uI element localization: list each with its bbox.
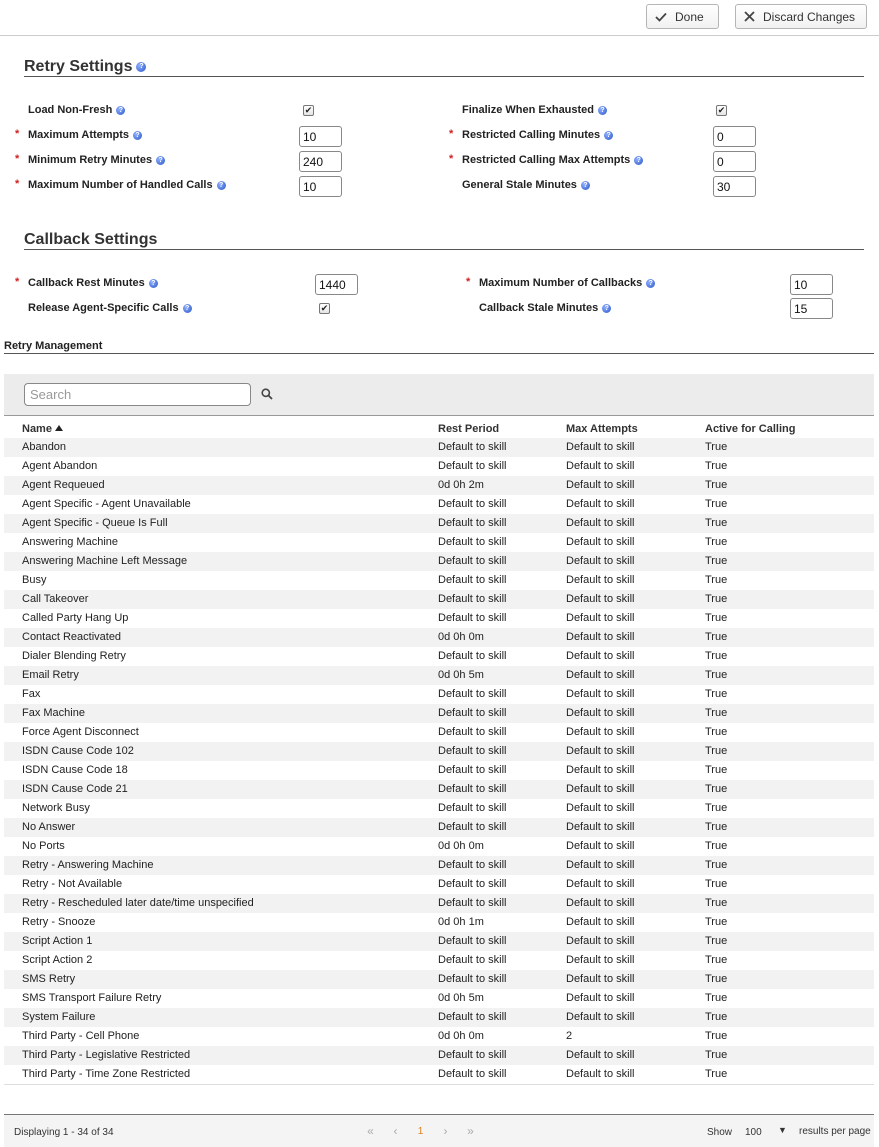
next-page-icon[interactable]: › [443,1124,448,1138]
table-row[interactable] [4,1008,874,1027]
callback-stale-minutes-input[interactable] [790,298,833,319]
section-divider [24,76,864,77]
cell-rest-period: Default to skill [438,707,507,719]
chevron-down-icon[interactable]: ▼ [778,1125,787,1135]
cell-name: Agent Requeued [22,479,105,491]
cell-rest-period: Default to skill [438,517,507,529]
cell-rest-period: Default to skill [438,859,507,871]
cell-name: SMS Retry [22,973,76,985]
table-row[interactable] [4,932,874,951]
maximum-handled-calls-input[interactable] [299,176,342,197]
cell-name: ISDN Cause Code 18 [22,764,128,776]
table-row[interactable] [4,533,874,552]
cell-active-for-calling: True [705,517,728,529]
label-text: Callback Rest Minutes [28,277,145,289]
label-text: Callback Stale Minutes [479,302,599,314]
cell-active-for-calling: True [705,726,728,738]
minimum-retry-minutes-input[interactable] [299,151,342,172]
cell-max-attempts: Default to skill [566,1068,635,1080]
cell-name: Contact Reactivated [22,631,122,643]
cell-name: Answering Machine Left Message [22,555,188,567]
cell-rest-period: Default to skill [438,973,507,985]
show-label: Show [707,1127,733,1138]
callback-rest-minutes-input[interactable] [315,274,358,295]
help-icon[interactable]: ? [136,62,146,72]
cell-rest-period: Default to skill [438,897,507,909]
help-icon[interactable]: ? [604,131,613,140]
cell-name: No Answer [22,821,76,833]
cell-rest-period: 0d 0h 1m [438,916,484,928]
cell-active-for-calling: True [705,802,728,814]
table-row[interactable] [4,609,874,628]
help-icon[interactable]: ? [634,156,643,165]
help-icon[interactable]: ? [646,279,655,288]
cell-rest-period: Default to skill [438,498,507,510]
done-label: Done [675,9,704,24]
cell-active-for-calling: True [705,612,728,624]
restricted-calling-max-attempts-input[interactable] [713,151,756,172]
cell-name: Third Party - Legislative Restricted [22,1049,191,1061]
help-icon[interactable]: ? [581,181,590,190]
cell-active-for-calling: True [705,593,728,605]
required-marker: * [15,276,20,288]
cell-rest-period: Default to skill [438,593,507,605]
cell-max-attempts: Default to skill [566,536,635,548]
table-end-divider [4,1084,874,1085]
cell-name: Third Party - Cell Phone [22,1030,140,1042]
last-page-icon[interactable]: » [467,1124,474,1138]
cell-active-for-calling: True [705,878,728,890]
cell-max-attempts: Default to skill [566,992,635,1004]
cell-name: Third Party - Time Zone Restricted [22,1068,191,1080]
table-body [4,438,874,1084]
first-page-icon[interactable]: « [367,1124,374,1138]
cell-max-attempts: Default to skill [566,669,635,681]
general-stale-minutes-input[interactable] [713,176,756,197]
cell-name: Dialer Blending Retry [22,650,126,662]
label-text: Finalize When Exhausted [462,104,595,116]
help-icon[interactable]: ? [156,156,165,165]
column-header-max-attempts[interactable]: Max Attempts [566,423,638,435]
table-row[interactable] [4,495,874,514]
required-marker: * [15,153,20,165]
cell-name: SMS Transport Failure Retry [22,992,162,1004]
cell-max-attempts: Default to skill [566,574,635,586]
cell-rest-period: 0d 0h 0m [438,840,484,852]
release-agent-specific-checkbox[interactable]: ✔ [320,303,329,313]
maximum-attempts-input[interactable] [299,126,342,147]
check-icon [655,12,667,22]
finalize-when-exhausted-label [462,104,607,116]
release-agent-specific-label [28,302,192,314]
minimum-retry-minutes-label [28,154,165,166]
cell-rest-period: Default to skill [438,1011,507,1023]
cell-max-attempts: 2 [566,1030,573,1042]
maximum-callbacks-label [479,277,655,289]
table-row[interactable] [4,476,874,495]
table-row[interactable] [4,837,874,856]
table-row[interactable] [4,723,874,742]
required-marker: * [15,128,20,140]
cell-active-for-calling: True [705,916,728,928]
table-row[interactable] [4,1065,874,1084]
label-text: Minimum Retry Minutes [28,154,153,166]
maximum-attempts-label [28,129,142,141]
cell-active-for-calling: True [705,897,728,909]
cell-rest-period: Default to skill [438,1049,507,1061]
cell-max-attempts: Default to skill [566,612,635,624]
cell-name: Fax [22,688,41,700]
restricted-calling-minutes-label [462,129,613,141]
cell-max-attempts: Default to skill [566,859,635,871]
cell-name: Script Action 2 [22,954,93,966]
cell-rest-period: Default to skill [438,802,507,814]
table-row[interactable] [4,571,874,590]
table-row[interactable] [4,894,874,913]
cell-rest-period: Default to skill [438,688,507,700]
cell-name: ISDN Cause Code 21 [22,783,128,795]
callback-rest-minutes-label [28,277,158,289]
cell-active-for-calling: True [705,574,728,586]
maximum-callbacks-input[interactable] [790,274,833,295]
retry-management-title: Retry Management [4,340,103,352]
cell-max-attempts: Default to skill [566,593,635,605]
cell-name: Agent Specific - Agent Unavailable [22,498,191,510]
cell-max-attempts: Default to skill [566,650,635,662]
required-marker: * [449,153,454,165]
cell-max-attempts: Default to skill [566,688,635,700]
cell-active-for-calling: True [705,859,728,871]
cell-name: Call Takeover [22,593,89,605]
cell-name: Script Action 1 [22,935,93,947]
cell-active-for-calling: True [705,498,728,510]
table-row[interactable] [4,780,874,799]
cell-rest-period: Default to skill [438,954,507,966]
cell-max-attempts: Default to skill [566,973,635,985]
cell-max-attempts: Default to skill [566,878,635,890]
cell-max-attempts: Default to skill [566,479,635,491]
label-text: Restricted Calling Minutes [462,129,601,141]
cell-active-for-calling: True [705,441,728,453]
current-page[interactable]: 1 [417,1126,424,1137]
cell-name: Retry - Not Available [22,878,123,890]
table-row[interactable] [4,818,874,837]
cell-name: Fax Machine [22,707,85,719]
cell-name: Agent Specific - Queue Is Full [22,517,168,529]
cell-active-for-calling: True [705,688,728,700]
cell-active-for-calling: True [705,631,728,643]
table-row[interactable] [4,856,874,875]
cell-rest-period: Default to skill [438,460,507,472]
cell-max-attempts: Default to skill [566,802,635,814]
label-text: Maximum Attempts [28,129,130,141]
cell-name: Retry - Rescheduled later date/time unspecified [22,897,254,909]
cell-max-attempts: Default to skill [566,631,635,643]
table-row[interactable] [4,685,874,704]
pagination [358,1124,483,1140]
table-row[interactable] [4,1027,874,1046]
table-row[interactable] [4,704,874,723]
maximum-handled-calls-label [28,179,226,191]
cell-max-attempts: Default to skill [566,555,635,567]
load-non-fresh-checkbox[interactable]: ✔ [304,105,313,115]
restricted-calling-max-attempts-label [462,154,643,166]
table-row[interactable] [4,590,874,609]
cell-active-for-calling: True [705,1011,728,1023]
done-button[interactable] [646,4,719,29]
label-text: Maximum Number of Handled Calls [28,179,213,191]
cell-rest-period: Default to skill [438,726,507,738]
cell-active-for-calling: True [705,973,728,985]
cell-active-for-calling: True [705,707,728,719]
cell-active-for-calling: True [705,992,728,1004]
cell-active-for-calling: True [705,669,728,681]
table-row[interactable] [4,951,874,970]
cell-rest-period: Default to skill [438,650,507,662]
cell-rest-period: Default to skill [438,536,507,548]
cell-name: System Failure [22,1011,96,1023]
help-icon[interactable]: ? [217,181,226,190]
cell-max-attempts: Default to skill [566,517,635,529]
cell-max-attempts: Default to skill [566,783,635,795]
top-toolbar [0,0,879,36]
cell-active-for-calling: True [705,536,728,548]
cell-rest-period: Default to skill [438,764,507,776]
retry-table [4,420,874,1085]
cell-active-for-calling: True [705,479,728,491]
help-icon[interactable]: ? [598,106,607,115]
cell-active-for-calling: True [705,783,728,795]
retry-settings-title [24,58,146,76]
table-row[interactable] [4,666,874,685]
cell-max-attempts: Default to skill [566,498,635,510]
section-divider [24,249,864,250]
cell-max-attempts: Default to skill [566,460,635,472]
cell-max-attempts: Default to skill [566,707,635,719]
cell-name: Retry - Answering Machine [22,859,154,871]
table-row[interactable] [4,970,874,989]
cell-name: Network Busy [22,802,90,814]
cell-name: No Ports [22,840,65,852]
column-header-rest-period[interactable]: Rest Period [438,423,500,435]
search-input[interactable] [24,383,251,406]
cell-active-for-calling: True [705,555,728,567]
help-icon[interactable]: ? [602,304,611,313]
cell-max-attempts: Default to skill [566,1049,635,1061]
label-text: Release Agent-Specific Calls [28,302,179,314]
cell-name: Retry - Snooze [22,916,96,928]
table-footer [4,1114,874,1147]
cell-max-attempts: Default to skill [566,935,635,947]
general-stale-minutes-label [462,179,590,191]
cell-max-attempts: Default to skill [566,840,635,852]
cell-name: Force Agent Disconnect [22,726,139,738]
restricted-calling-minutes-input[interactable] [713,126,756,147]
cell-active-for-calling: True [705,954,728,966]
help-icon[interactable]: ? [149,279,158,288]
finalize-when-exhausted-checkbox[interactable]: ✔ [717,105,726,115]
cell-active-for-calling: True [705,460,728,472]
table-row[interactable] [4,514,874,533]
label-text: Load Non-Fresh [28,104,113,116]
cell-rest-period: Default to skill [438,783,507,795]
cell-rest-period: 0d 0h 2m [438,479,484,491]
cell-max-attempts: Default to skill [566,441,635,453]
table-row[interactable] [4,628,874,647]
cell-active-for-calling: True [705,821,728,833]
cell-name: Busy [22,574,47,586]
cell-max-attempts: Default to skill [566,954,635,966]
table-row[interactable] [4,552,874,571]
required-marker: * [466,276,471,288]
cell-max-attempts: Default to skill [566,745,635,757]
table-row[interactable] [4,799,874,818]
per-page-select[interactable]: 100 [745,1127,762,1138]
table-row[interactable] [4,913,874,932]
cell-rest-period: 0d 0h 5m [438,669,484,681]
cell-active-for-calling: True [705,1030,728,1042]
cell-max-attempts: Default to skill [566,1011,635,1023]
column-header-active-for-calling[interactable]: Active for Calling [705,423,796,435]
required-marker: * [15,178,20,190]
load-non-fresh-label [28,104,125,116]
results-per-page-label: results per page [799,1126,871,1137]
label-text: Restricted Calling Max Attempts [462,154,631,166]
discard-changes-button[interactable] [735,4,867,29]
discard-label: Discard Changes [763,9,856,24]
table-row[interactable] [4,1046,874,1065]
table-row[interactable] [4,647,874,666]
help-icon[interactable]: ? [133,131,142,140]
cell-name: Email Retry [22,669,79,681]
table-row[interactable] [4,438,874,457]
cell-rest-period: 0d 0h 5m [438,992,484,1004]
cell-rest-period: Default to skill [438,821,507,833]
cell-rest-period: Default to skill [438,441,507,453]
cell-max-attempts: Default to skill [566,916,635,928]
cell-rest-period: Default to skill [438,555,507,567]
sort-ascending-icon [55,425,63,431]
previous-page-icon[interactable]: ‹ [393,1124,398,1138]
help-icon[interactable]: ? [116,106,125,115]
displaying-count: Displaying 1 - 34 of 34 [14,1127,114,1138]
table-header [4,420,874,438]
cell-name: ISDN Cause Code 102 [22,745,134,757]
cell-rest-period: Default to skill [438,745,507,757]
cell-active-for-calling: True [705,764,728,776]
callback-settings-title [24,231,157,249]
table-row[interactable] [4,742,874,761]
column-header-label: Name [22,423,52,435]
close-icon [744,11,755,22]
callback-stale-minutes-label [479,302,611,314]
table-row[interactable] [4,761,874,780]
label-text: General Stale Minutes [462,179,577,191]
section-divider [4,353,874,354]
cell-active-for-calling: True [705,840,728,852]
required-marker: * [449,128,454,140]
label-text: Maximum Number of Callbacks [479,277,643,289]
search-bar [4,374,874,416]
cell-name: Called Party Hang Up [22,612,129,624]
cell-max-attempts: Default to skill [566,821,635,833]
help-icon[interactable]: ? [183,304,192,313]
column-header-name[interactable] [22,420,63,438]
cell-rest-period: 0d 0h 0m [438,631,484,643]
cell-name: Abandon [22,441,67,453]
cell-active-for-calling: True [705,745,728,757]
cell-max-attempts: Default to skill [566,897,635,909]
cell-active-for-calling: True [705,935,728,947]
callback-settings-title-text: Callback Settings [24,231,158,248]
cell-active-for-calling: True [705,650,728,662]
cell-active-for-calling: True [705,1068,728,1080]
cell-rest-period: 0d 0h 0m [438,1030,484,1042]
cell-max-attempts: Default to skill [566,726,635,738]
cell-rest-period: Default to skill [438,1068,507,1080]
search-icon[interactable] [261,388,273,400]
cell-rest-period: Default to skill [438,935,507,947]
cell-name: Answering Machine [22,536,118,548]
table-row[interactable] [4,875,874,894]
cell-rest-period: Default to skill [438,574,507,586]
cell-rest-period: Default to skill [438,878,507,890]
retry-settings-title-text: Retry Settings [24,58,133,75]
cell-rest-period: Default to skill [438,612,507,624]
table-row[interactable] [4,457,874,476]
cell-active-for-calling: True [705,1049,728,1061]
cell-max-attempts: Default to skill [566,764,635,776]
table-row[interactable] [4,989,874,1008]
cell-name: Agent Abandon [22,460,98,472]
